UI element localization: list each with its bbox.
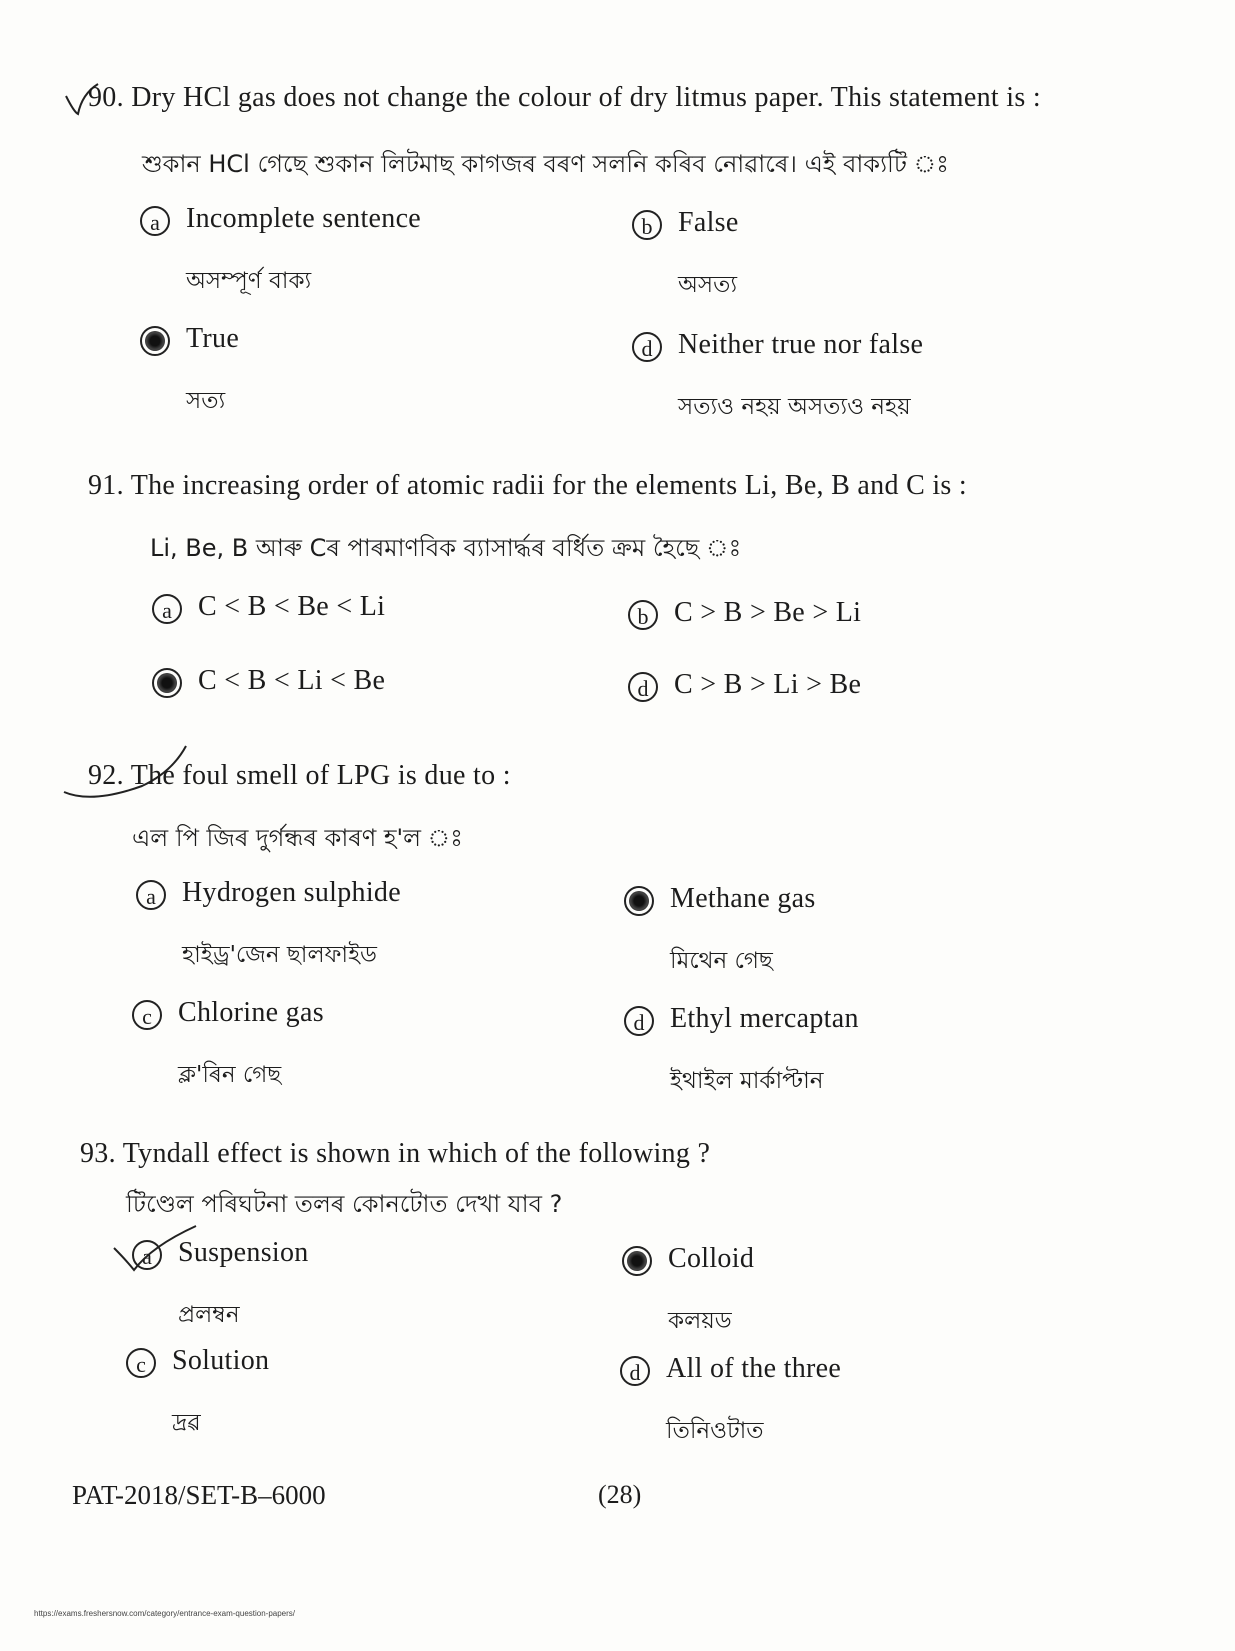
option-marker-filled[interactable] <box>152 668 182 698</box>
option-text: Ethyl mercaptan <box>670 1003 859 1034</box>
option-text-as: অসম্পূৰ্ণ বাক্য <box>186 268 312 294</box>
option-text-as: হাইড্ৰ'জেন ছালফাইড <box>182 942 377 968</box>
option-text-as: তিনিওটাত <box>666 1418 764 1444</box>
option-text: All of the three <box>666 1353 842 1384</box>
option-text: Chlorine gas <box>178 997 324 1028</box>
option-text-as: মিথেন গেছ <box>670 948 773 974</box>
option-text: Neither true nor false <box>678 329 924 360</box>
option-text: Suspension <box>178 1237 309 1268</box>
option-marker-filled[interactable] <box>622 1246 652 1276</box>
option-marker-filled[interactable] <box>140 326 170 356</box>
option-marker[interactable]: a <box>132 1240 162 1270</box>
paper-code: PAT-2018/SET-B–6000 <box>72 1480 326 1510</box>
option-text: C > B > Li > Be <box>674 669 862 700</box>
option-marker[interactable]: d <box>632 332 662 362</box>
option-marker[interactable]: c <box>132 1000 162 1030</box>
option-marker-filled[interactable] <box>624 886 654 916</box>
option-text-as: প্ৰলম্বন <box>178 1302 240 1328</box>
question-text-as: এল পি জিৰ দুৰ্গন্ধৰ কাৰণ হ'ল ঃ <box>132 824 463 852</box>
option-marker[interactable]: a <box>136 880 166 910</box>
option-text-as: অসত্য <box>678 272 738 298</box>
option-text: C > B > Be > Li <box>674 597 862 628</box>
question-text-en: 92. The foul smell of LPG is due to : <box>88 760 511 791</box>
option-marker[interactable]: c <box>126 1348 156 1378</box>
option-text: True <box>186 323 240 354</box>
option-marker[interactable]: a <box>140 206 170 236</box>
question-text-as: Li, Be, B আৰু Cৰ পাৰমাণবিক ব্যাসাৰ্দ্ধৰ বৰ্ধিত ক্ৰম হৈছে ঃ <box>150 534 742 562</box>
option-marker[interactable]: a <box>152 594 182 624</box>
option-text: Methane gas <box>670 883 816 914</box>
question-text-as: টিণ্ডেল পৰিঘটনা তলৰ কোনটোত দেখা যাব ? <box>126 1190 563 1218</box>
option-text-as: সত্য <box>186 388 226 414</box>
option-text: Colloid <box>668 1243 755 1274</box>
option-text-as: সত্যও নহয় অসত্যও নহয় <box>678 394 911 420</box>
question-text-en: 91. The increasing order of atomic radii for the elements Li, Be, B and C is : <box>88 470 967 501</box>
option-text: Incomplete sentence <box>186 203 422 234</box>
option-marker[interactable]: b <box>628 600 658 630</box>
question-text-en: 93. Tyndall effect is shown in which of the following ? <box>80 1138 711 1169</box>
option-marker[interactable]: d <box>628 672 658 702</box>
option-text-as: দ্ৰৱ <box>172 1410 201 1436</box>
option-text-as: ইথাইল মাৰ্কাপ্টান <box>670 1068 824 1094</box>
option-text: C < B < Be < Li <box>198 591 386 622</box>
option-text: False <box>678 207 739 238</box>
page-number: (28) <box>598 1480 642 1509</box>
option-marker[interactable]: d <box>620 1356 650 1386</box>
option-text: Hydrogen sulphide <box>182 877 401 908</box>
question-text-en: 90. Dry HCl gas does not change the colour of dry litmus paper. This statement is : <box>88 82 1041 113</box>
option-marker[interactable]: d <box>624 1006 654 1036</box>
option-text-as: ক্ল'ৰিন গেছ <box>178 1062 282 1088</box>
option-text: Solution <box>172 1345 270 1376</box>
source-url[interactable]: https://exams.freshersnow.com/category/entrance-exam-question-papers/ <box>34 1609 296 1618</box>
option-text: C < B < Li < Be <box>198 665 386 696</box>
option-text-as: কলয়ড <box>668 1308 732 1334</box>
question-text-as: শুকান HCl গেছে শুকান লিটমাছ কাগজৰ বৰণ সলনি কৰিব নোৱাৰে। এই বাক্যটি ঃ <box>142 150 949 178</box>
option-marker[interactable]: b <box>632 210 662 240</box>
